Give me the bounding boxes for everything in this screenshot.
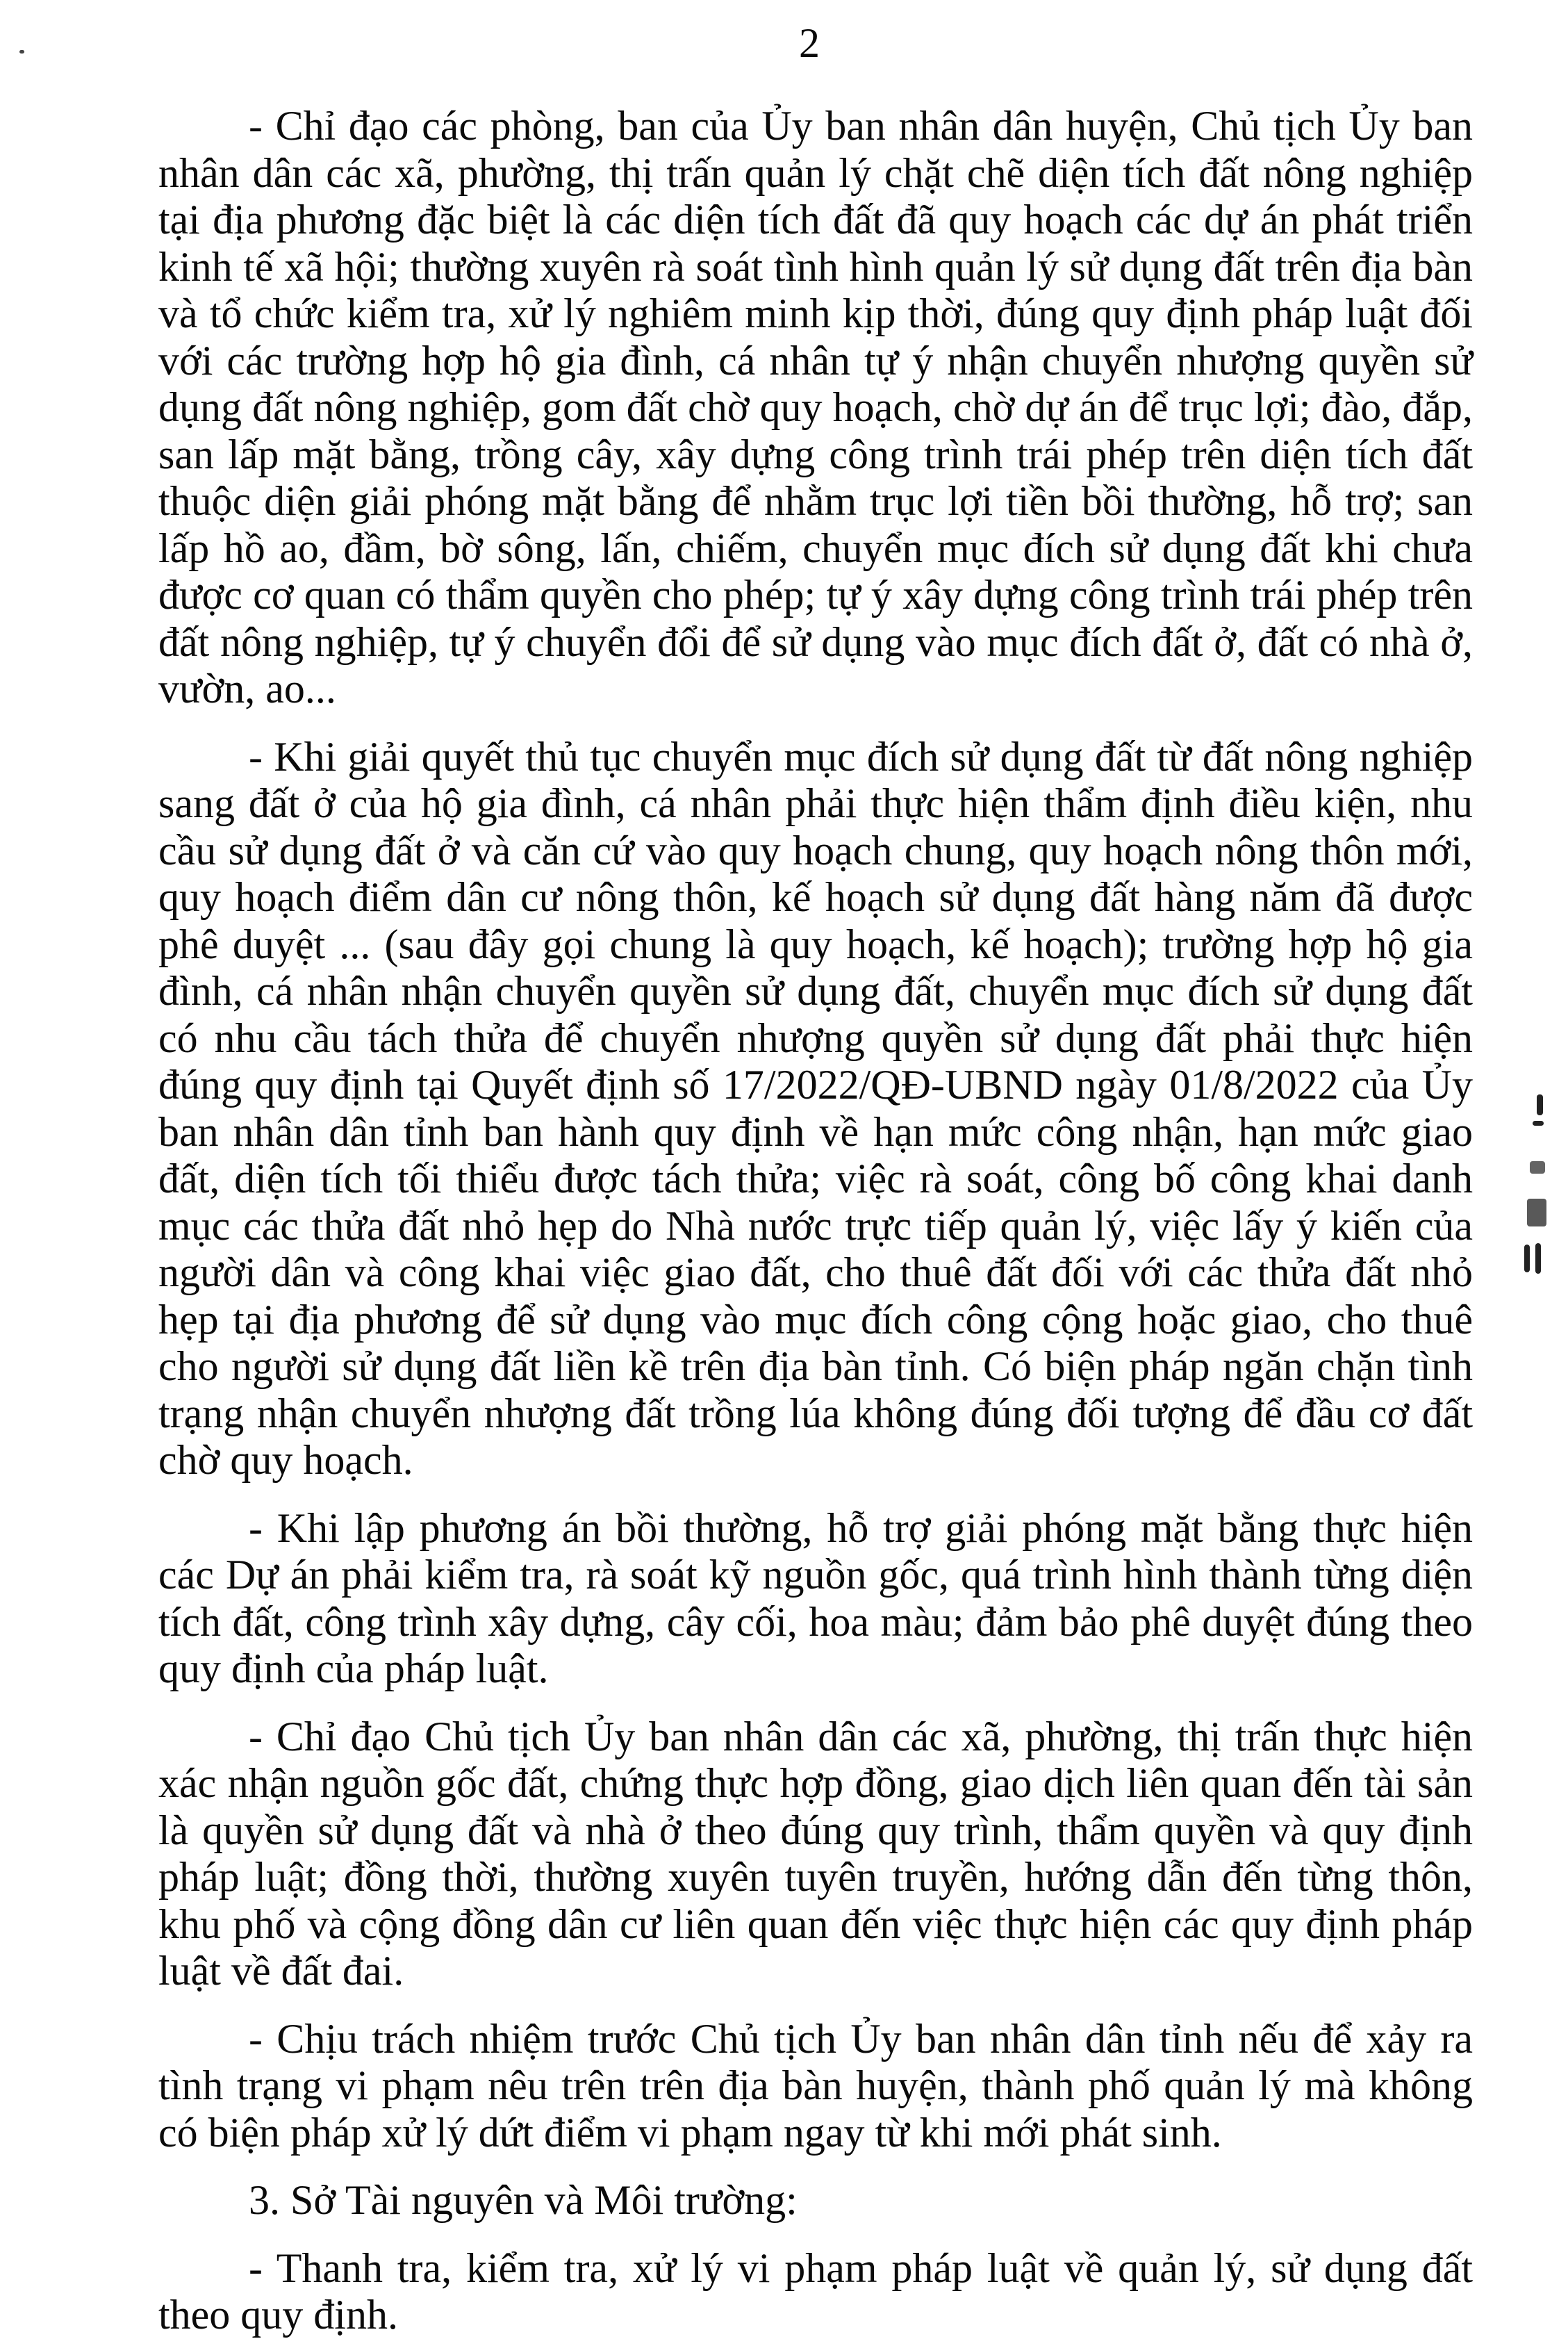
paragraph-land-conversion: - Khi giải quyết thủ tục chuyển mục đích sử dụng đất từ đất nông nghiệp sang đất ở của hộ gia đình, cá nhân phải thực hiện thẩm định điều kiện, nhu cầu sử dụng đất ở và căn cứ vào quy hoạch chung, quy hoạch nông thôn mới, quy hoạch điểm dân cư nông thôn, kế hoạch sử dụng đất hàng năm đã được phê duyệt ... (sau đây gọi chung là quy hoạch, kế hoạch); trường hợp hộ gia đình, cá nhân nhận chuyển quyền sử dụng đất, chuyển mục đích sử dụng đất có nhu cầu tách thửa để chuyển nhượng quyền sử dụng đất phải thực hiện đúng quy định tại Quyết định số 17/2022/QĐ-UBND ngày 01/8/2022 của Ủy ban nhân dân tỉnh ban hành quy định về hạn mức công nhận, hạn mức giao đất, diện tích tối thiểu được tách thửa; việc rà soát, công bố công khai danh mục các thửa đất nhỏ hẹp do Nhà nước trực tiếp quản lý, việc lấy ý kiến của người dân và công khai việc giao đất, cho thuê đất đối với các thửa đất nhỏ hẹp tại địa phương để sử dụng vào mục đích công cộng hoặc giao, cho thuê cho người sử dụng đất liền kề trên địa bàn tỉnh. Có biện pháp ngăn chặn tình trạng nhận chuyển nhượng đất trồng lúa không đúng đối tượng để đầu cơ đất chờ quy hoạch. — [158, 733, 1473, 1483]
page-number: 2 — [799, 20, 820, 66]
paragraph-direct-departments: - Chỉ đạo các phòng, ban của Ủy ban nhân dân huyện, Chủ tịch Ủy ban nhân dân các xã, phường, thị trấn quản lý chặt chẽ diện tích đất nông nghiệp tại địa phương đặc biệt là các diện tích đất đã quy hoạch các dự án phát triển kinh tế xã hội; thường xuyên rà soát tình hình quản lý sử dụng đất trên địa bàn và tổ chức kiểm tra, xử lý nghiêm minh kịp thời, đúng quy định pháp luật đối với các trường hợp hộ gia đình, cá nhân tự ý nhận chuyển nhượng quyền sử dụng đất nông nghiệp, gom đất chờ quy hoạch, chờ dự án để trục lợi; đào, đắp, san lấp mặt bằng, trồng cây, xây dựng công trình trái phép trên diện tích đất thuộc diện giải phóng mặt bằng để nhằm trục lợi tiền bồi thường, hỗ trợ; san lấp hồ ao, đầm, bờ sông, lấn, chiếm, chuyển mục đích sử dụng đất khi chưa được cơ quan có thẩm quyền cho phép; tự ý xây dựng công trình trái phép trên đất nông nghiệp, tự ý chuyển đổi để sử dụng vào mục đích đất ở, đất có nhà ở, vườn, ao... — [158, 103, 1473, 712]
paragraph-compensation-plan: - Khi lập phương án bồi thường, hỗ trợ giải phóng mặt bằng thực hiện các Dự án phải kiểm tra, rà soát kỹ nguồn gốc, quá trình hình thành từng diện tích đất, công trình xây dựng, cây cối, hoa màu; đảm bảo phê duyệt đúng theo quy định của pháp luật. — [158, 1504, 1473, 1691]
paragraph-responsibility: - Chịu trách nhiệm trước Chủ tịch Ủy ban nhân dân tỉnh nếu để xảy ra tình trạng vi phạm nêu trên trên địa bàn huyện, thành phố quản lý mà không có biện pháp xử lý dứt điểm vi phạm ngay từ khi mới phát sinh. — [158, 2015, 1473, 2156]
margin-stamp-mark — [1520, 1094, 1559, 1282]
paragraph-inspection: - Thanh tra, kiểm tra, xử lý vi phạm pháp luật về quản lý, sử dụng đất theo quy định. — [158, 2244, 1473, 2338]
section-heading-department: 3. Sở Tài nguyên và Môi trường: — [249, 2177, 798, 2223]
paragraph-land-origin-certification: - Chỉ đạo Chủ tịch Ủy ban nhân dân các xã, phường, thị trấn thực hiện xác nhận nguồn gốc đất, chứng thực hợp đồng, giao dịch liên quan đến tài sản là quyền sử dụng đất và nhà ở theo đúng quy trình, thẩm quyền và quy định pháp luật; đồng thời, thường xuyên tuyên truyền, hướng dẫn đến từng thôn, khu phố và cộng đồng dân cư liên quan đến việc thực hiện các quy định pháp luật về đất đai. — [158, 1713, 1473, 1994]
document-body — [158, 103, 1473, 2339]
